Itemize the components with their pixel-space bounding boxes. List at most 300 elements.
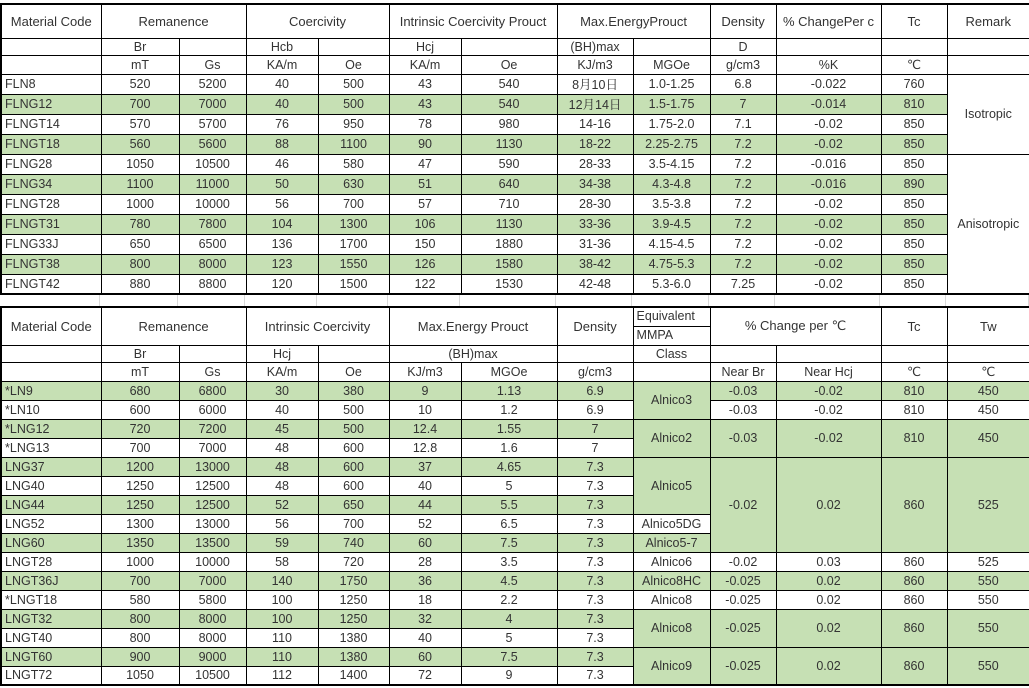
- value-cell: -0.022: [776, 74, 881, 94]
- material-code-cell: LNGT36J: [1, 571, 101, 590]
- value-cell: -0.02: [776, 419, 881, 457]
- value-cell: 1700: [318, 234, 389, 254]
- value-cell: 500: [318, 74, 389, 94]
- value-cell: 3.9-4.5: [633, 214, 710, 234]
- header-row: [1, 55, 1029, 74]
- value-cell: 450: [947, 381, 1029, 400]
- value-cell: 0.02: [776, 590, 881, 609]
- header-cell: KJ/m3: [557, 55, 633, 74]
- value-cell: 44: [389, 495, 461, 514]
- value-cell: -0.02: [776, 214, 881, 234]
- value-cell: 10000: [179, 194, 246, 214]
- header-cell: Tc: [881, 4, 947, 38]
- table-row: [1, 74, 1029, 94]
- value-cell: Alnico5: [633, 457, 710, 514]
- header-cell: (BH)max: [389, 345, 557, 362]
- value-cell: 10500: [179, 666, 246, 685]
- value-cell: 950: [318, 114, 389, 134]
- value-cell: 550: [947, 609, 1029, 647]
- value-cell: 1.5-1.75: [633, 94, 710, 114]
- value-cell: 40: [246, 94, 318, 114]
- table-row: [1, 647, 1029, 666]
- value-cell: 525: [947, 457, 1029, 552]
- value-cell: 126: [389, 254, 461, 274]
- header-cell: [947, 38, 1029, 55]
- value-cell: 650: [318, 495, 389, 514]
- header-cell: % ChangePer c: [776, 4, 881, 38]
- spreadsheet-gap-row: [0, 295, 1029, 306]
- value-cell: 7.25: [710, 274, 776, 294]
- value-cell: 6800: [179, 381, 246, 400]
- header-cell: g/cm3: [710, 55, 776, 74]
- value-cell: 7.5: [461, 533, 557, 552]
- header-cell: Near Hcj: [776, 362, 881, 381]
- gap-gridline-cell: [632, 295, 709, 306]
- value-cell: 860: [881, 647, 947, 685]
- gap-gridline-cell: [178, 295, 245, 306]
- header-cell: Hcb: [246, 38, 318, 55]
- value-cell: 550: [947, 571, 1029, 590]
- value-cell: 40: [246, 400, 318, 419]
- value-cell: 48: [246, 457, 318, 476]
- header-cell: [881, 38, 947, 55]
- header-cell: Gs: [179, 55, 246, 74]
- value-cell: 860: [881, 457, 947, 552]
- value-cell: 28-30: [557, 194, 633, 214]
- value-cell: Alnico6: [633, 552, 710, 571]
- header-cell: [633, 307, 710, 345]
- header-cell: Class: [633, 345, 710, 362]
- header-cell: Tc: [881, 307, 947, 345]
- value-cell: 8000: [179, 609, 246, 628]
- table-header: [1, 4, 1029, 74]
- value-cell: 7000: [179, 94, 246, 114]
- value-cell: -0.02: [776, 400, 881, 419]
- value-cell: 8800: [179, 274, 246, 294]
- value-cell: -0.025: [710, 590, 776, 609]
- value-cell: 590: [461, 154, 557, 174]
- value-cell: 1380: [318, 628, 389, 647]
- value-cell: 7: [557, 438, 633, 457]
- value-cell: 1100: [318, 134, 389, 154]
- value-cell: 12月14日: [557, 94, 633, 114]
- value-cell: 7.2: [710, 174, 776, 194]
- value-cell: 850: [881, 254, 947, 274]
- value-cell: 9: [461, 666, 557, 685]
- value-cell: -0.014: [776, 94, 881, 114]
- header-cell: [710, 345, 776, 362]
- value-cell: 550: [947, 647, 1029, 685]
- table-row: [1, 114, 1029, 134]
- value-cell: -0.025: [710, 609, 776, 647]
- value-cell: 1050: [101, 154, 179, 174]
- material-code-cell: *LN9: [1, 381, 101, 400]
- value-cell: 33-36: [557, 214, 633, 234]
- value-cell: 59: [246, 533, 318, 552]
- value-cell: 38-42: [557, 254, 633, 274]
- value-cell: 120: [246, 274, 318, 294]
- material-code-cell: LNGT28: [1, 552, 101, 571]
- table-row: [1, 274, 1029, 294]
- value-cell: 37: [389, 457, 461, 476]
- header-cell: % Change per ℃: [710, 307, 881, 345]
- value-cell: 520: [101, 74, 179, 94]
- value-cell: 4.75-5.3: [633, 254, 710, 274]
- value-cell: 7.3: [557, 533, 633, 552]
- table-row: [1, 609, 1029, 628]
- header-cell: D: [710, 38, 776, 55]
- value-cell: 7000: [179, 438, 246, 457]
- value-cell: 850: [881, 214, 947, 234]
- value-cell: 10000: [179, 552, 246, 571]
- value-cell: 12500: [179, 495, 246, 514]
- value-cell: 7.3: [557, 476, 633, 495]
- value-cell: 5600: [179, 134, 246, 154]
- value-cell: 4: [461, 609, 557, 628]
- gap-gridline-cell: [946, 295, 1029, 306]
- value-cell: 600: [318, 476, 389, 495]
- header-cell: g/cm3: [557, 362, 633, 381]
- value-cell: 525: [947, 552, 1029, 571]
- value-cell: 810: [881, 419, 947, 457]
- value-cell: -0.03: [710, 400, 776, 419]
- header-cell: Material Code: [1, 4, 101, 38]
- value-cell: 800: [101, 628, 179, 647]
- value-cell: 700: [101, 438, 179, 457]
- header-cell: [1, 362, 101, 381]
- value-cell: 140: [246, 571, 318, 590]
- fln-series-ferrite-table: [0, 3, 1029, 295]
- value-cell: 11000: [179, 174, 246, 194]
- value-cell: 122: [389, 274, 461, 294]
- value-cell: 42-48: [557, 274, 633, 294]
- header-cell: Density: [557, 307, 633, 345]
- value-cell: 1880: [461, 234, 557, 254]
- header-cell: [776, 38, 881, 55]
- value-cell: 7200: [179, 419, 246, 438]
- value-cell: 1.0-1.25: [633, 74, 710, 94]
- value-cell: -0.025: [710, 571, 776, 590]
- material-code-cell: *LNG13: [1, 438, 101, 457]
- value-cell: 46: [246, 154, 318, 174]
- header-cell: [947, 55, 1029, 74]
- value-cell: 500: [318, 400, 389, 419]
- value-cell: 0.03: [776, 552, 881, 571]
- value-cell: 810: [881, 400, 947, 419]
- value-cell: 580: [101, 590, 179, 609]
- table-row: [1, 590, 1029, 609]
- header-cell: [1, 38, 101, 55]
- value-cell: Alnico3: [633, 381, 710, 419]
- gap-gridline-cell: [775, 295, 880, 306]
- value-cell: 7.5: [461, 647, 557, 666]
- header-cell: Max.EnergyProuct: [557, 4, 710, 38]
- value-cell: 810: [881, 94, 947, 114]
- value-cell: 6.5: [461, 514, 557, 533]
- value-cell: 5800: [179, 590, 246, 609]
- value-cell: 1500: [318, 274, 389, 294]
- value-cell: 1000: [101, 552, 179, 571]
- material-code-cell: FLNG34: [1, 174, 101, 194]
- header-cell: (BH)max: [557, 38, 633, 55]
- material-code-cell: LNG60: [1, 533, 101, 552]
- header-cell: ℃: [947, 362, 1029, 381]
- header-cell: Coercivity: [246, 4, 389, 38]
- value-cell: 1250: [101, 495, 179, 514]
- value-cell: 7.2: [710, 154, 776, 174]
- value-cell: 640: [461, 174, 557, 194]
- value-cell: 7.3: [557, 590, 633, 609]
- value-cell: 8000: [179, 254, 246, 274]
- value-cell: Alnico5DG: [633, 514, 710, 533]
- header-row: [1, 38, 1029, 55]
- value-cell: -0.03: [710, 381, 776, 400]
- value-cell: -0.02: [710, 457, 776, 552]
- value-cell: -0.02: [776, 194, 881, 214]
- value-cell: -0.03: [710, 419, 776, 457]
- value-cell: 850: [881, 154, 947, 174]
- value-cell: 10500: [179, 154, 246, 174]
- value-cell: 60: [389, 647, 461, 666]
- value-cell: 6.9: [557, 381, 633, 400]
- header-cell: Max.Energy Prouct: [389, 307, 557, 345]
- value-cell: 48: [246, 476, 318, 495]
- value-cell: 6.9: [557, 400, 633, 419]
- value-cell: 1.55: [461, 419, 557, 438]
- header-cell: [1, 345, 101, 362]
- header-cell: [633, 362, 710, 381]
- value-cell: 90: [389, 134, 461, 154]
- table-row: [1, 214, 1029, 234]
- value-cell: 7.3: [557, 647, 633, 666]
- header-cell: KA/m: [246, 362, 318, 381]
- gap-gridline-cell: [388, 295, 460, 306]
- value-cell: 100: [246, 609, 318, 628]
- table-row: [1, 552, 1029, 571]
- value-cell: 45: [246, 419, 318, 438]
- value-cell: 32: [389, 609, 461, 628]
- value-cell: 570: [101, 114, 179, 134]
- value-cell: 7.3: [557, 495, 633, 514]
- table-row: [1, 254, 1029, 274]
- value-cell: 1580: [461, 254, 557, 274]
- material-code-cell: LNG44: [1, 495, 101, 514]
- header-cell: Density: [710, 4, 776, 38]
- value-cell: 1100: [101, 174, 179, 194]
- material-code-cell: LNGT40: [1, 628, 101, 647]
- header-cell: [179, 38, 246, 55]
- value-cell: 450: [947, 419, 1029, 457]
- value-cell: Alnico8: [633, 609, 710, 647]
- value-cell: 136: [246, 234, 318, 254]
- value-cell: 740: [318, 533, 389, 552]
- header-cell: Oe: [461, 55, 557, 74]
- value-cell: 47: [389, 154, 461, 174]
- value-cell: 850: [881, 274, 947, 294]
- value-cell: 8月10日: [557, 74, 633, 94]
- gap-gridline-cell: [880, 295, 946, 306]
- header-cell: MGOe: [461, 362, 557, 381]
- value-cell: 1400: [318, 666, 389, 685]
- material-code-cell: FLNGT14: [1, 114, 101, 134]
- value-cell: Alnico2: [633, 419, 710, 457]
- header-cell: Near Br: [710, 362, 776, 381]
- value-cell: 550: [947, 590, 1029, 609]
- value-cell: 2.2: [461, 590, 557, 609]
- value-cell: 880: [101, 274, 179, 294]
- value-cell: 106: [389, 214, 461, 234]
- header-cell: Gs: [179, 362, 246, 381]
- table-row: [1, 94, 1029, 114]
- value-cell: 7: [710, 94, 776, 114]
- value-cell: 12500: [179, 476, 246, 495]
- header-cell: [881, 345, 947, 362]
- header-label: Equivalent: [634, 308, 710, 327]
- value-cell: 43: [389, 94, 461, 114]
- header-cell: Oe: [318, 362, 389, 381]
- value-cell: 1300: [101, 514, 179, 533]
- value-cell: 7.3: [557, 666, 633, 685]
- material-code-cell: FLNG28: [1, 154, 101, 174]
- table-row: [1, 419, 1029, 438]
- value-cell: 720: [318, 552, 389, 571]
- value-cell: -0.02: [776, 234, 881, 254]
- material-code-cell: FLN8: [1, 74, 101, 94]
- value-cell: 7.3: [557, 571, 633, 590]
- table-header: [1, 307, 1029, 381]
- value-cell: 7.2: [710, 134, 776, 154]
- gap-gridline-cell: [0, 295, 100, 306]
- value-cell: 700: [318, 514, 389, 533]
- material-code-cell: FLNGT31: [1, 214, 101, 234]
- table-row: [1, 134, 1029, 154]
- header-cell: [1, 55, 101, 74]
- header-row: [1, 307, 1029, 345]
- value-cell: 40: [246, 74, 318, 94]
- value-cell: 1250: [318, 590, 389, 609]
- value-cell: 13000: [179, 514, 246, 533]
- value-cell: 10: [389, 400, 461, 419]
- value-cell: 31-36: [557, 234, 633, 254]
- value-cell: 680: [101, 381, 179, 400]
- value-cell: 110: [246, 628, 318, 647]
- value-cell: 1.2: [461, 400, 557, 419]
- value-cell: 7.3: [557, 609, 633, 628]
- value-cell: 1200: [101, 457, 179, 476]
- value-cell: 0.02: [776, 609, 881, 647]
- header-row: [1, 362, 1029, 381]
- header-cell: mT: [101, 362, 179, 381]
- value-cell: 76: [246, 114, 318, 134]
- value-cell: 780: [101, 214, 179, 234]
- value-cell: -0.02: [776, 381, 881, 400]
- value-cell: 580: [318, 154, 389, 174]
- value-cell: 900: [101, 647, 179, 666]
- value-cell: 3.5-4.15: [633, 154, 710, 174]
- value-cell: 1.75-2.0: [633, 114, 710, 134]
- value-cell: 1130: [461, 214, 557, 234]
- value-cell: 1250: [318, 609, 389, 628]
- value-cell: 7.3: [557, 628, 633, 647]
- value-cell: 43: [389, 74, 461, 94]
- value-cell: 600: [318, 438, 389, 457]
- material-code-cell: LNG40: [1, 476, 101, 495]
- table-row: [1, 400, 1029, 419]
- value-cell: 88: [246, 134, 318, 154]
- table-row: [1, 571, 1029, 590]
- value-cell: 72: [389, 666, 461, 685]
- header-cell: Br: [101, 38, 179, 55]
- value-cell: 800: [101, 254, 179, 274]
- table-body: [1, 381, 1029, 685]
- value-cell: 7.3: [557, 552, 633, 571]
- value-cell: 104: [246, 214, 318, 234]
- value-cell: 50: [246, 174, 318, 194]
- value-cell: Alnico5-7: [633, 533, 710, 552]
- value-cell: 7.2: [710, 234, 776, 254]
- header-cell: [633, 38, 710, 55]
- value-cell: Anisotropic: [947, 154, 1029, 294]
- header-cell: mT: [101, 55, 179, 74]
- value-cell: 7800: [179, 214, 246, 234]
- header-cell: KJ/m3: [389, 362, 461, 381]
- value-cell: 4.3-4.8: [633, 174, 710, 194]
- header-cell: [461, 38, 557, 55]
- value-cell: 1300: [318, 214, 389, 234]
- value-cell: 12.8: [389, 438, 461, 457]
- value-cell: 8000: [179, 628, 246, 647]
- table-row: [1, 457, 1029, 476]
- header-cell: Remark: [947, 4, 1029, 38]
- value-cell: 860: [881, 609, 947, 647]
- value-cell: 12.4: [389, 419, 461, 438]
- ln-alnico-series-table: [0, 306, 1029, 686]
- value-cell: 7.3: [557, 514, 633, 533]
- value-cell: 4.15-4.5: [633, 234, 710, 254]
- value-cell: 2.25-2.75: [633, 134, 710, 154]
- value-cell: 700: [101, 94, 179, 114]
- value-cell: 14-16: [557, 114, 633, 134]
- value-cell: 78: [389, 114, 461, 134]
- value-cell: 850: [881, 234, 947, 254]
- value-cell: 540: [461, 74, 557, 94]
- header-cell: Hcj: [246, 345, 318, 362]
- header-cell: Hcj: [389, 38, 461, 55]
- value-cell: 1250: [101, 476, 179, 495]
- header-row: [1, 345, 1029, 362]
- value-cell: 3.5-3.8: [633, 194, 710, 214]
- value-cell: 1.6: [461, 438, 557, 457]
- value-cell: 150: [389, 234, 461, 254]
- header-row: [1, 4, 1029, 38]
- value-cell: 5.5: [461, 495, 557, 514]
- value-cell: 4.5: [461, 571, 557, 590]
- header-cell: Intrinsic Coercivity: [246, 307, 389, 345]
- value-cell: 7: [557, 419, 633, 438]
- gap-gridline-cell: [317, 295, 388, 306]
- material-code-cell: *LN10: [1, 400, 101, 419]
- value-cell: Alnico8HC: [633, 571, 710, 590]
- value-cell: 1.13: [461, 381, 557, 400]
- header-cell: Intrinsic Coercivity Prouct: [389, 4, 557, 38]
- value-cell: -0.016: [776, 154, 881, 174]
- value-cell: 540: [461, 94, 557, 114]
- header-cell: Remanence: [101, 4, 246, 38]
- value-cell: 56: [246, 194, 318, 214]
- value-cell: 13500: [179, 533, 246, 552]
- material-code-cell: FLNG33J: [1, 234, 101, 254]
- value-cell: 5700: [179, 114, 246, 134]
